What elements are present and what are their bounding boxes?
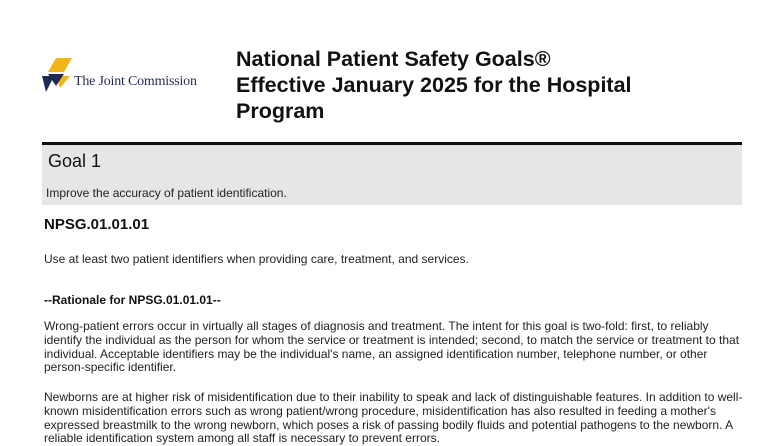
goal-title: Goal 1	[48, 151, 102, 171]
document-title-line-1: National Patient Safety Goals®	[236, 47, 551, 71]
logo-text: The Joint Commission	[74, 74, 197, 89]
goal-band	[42, 145, 742, 205]
rationale-paragraph-1: Wrong-patient errors occur in virtually all stages of diagnosis and treatment. The intent for this goal is two-fold: first, to reliably identify the individual as the person for whom the service or treatment is intended; second, to match the service or treatment to that individual. Acceptable identifiers may be the individual's name, an assigned identification number, telephone number, or other person-specific identifier.	[44, 319, 740, 375]
document-title-line-2: Effective January 2025 for the Hospital	[236, 73, 632, 97]
npsg-id: NPSG.01.01.01	[44, 216, 150, 233]
document-title	[236, 46, 756, 124]
npsg-requirement: Use at least two patient identifiers when providing care, treatment, and services.	[44, 252, 469, 266]
joint-commission-logo	[42, 58, 222, 94]
document-title-line-3: Program	[236, 99, 325, 123]
goal-description: Improve the accuracy of patient identification.	[46, 186, 287, 200]
document-header	[0, 0, 784, 140]
joint-commission-logo-mark-icon	[42, 58, 76, 94]
rationale-heading: --Rationale for NPSG.01.01.01--	[44, 293, 221, 307]
rationale-paragraph-2: Newborns are at higher risk of misidentification due to their inability to speak and lack of distinguishable features. In addition to well-known misidentification errors such as wrong patient/wrong procedure, misidentification has also resulted in feeding a mother's expressed breastmilk to the wrong newborn, which poses a risk of passing bodily fluids and potential pathogens to the newborn. A reliable identification system among all staff is necessary to prevent errors.	[44, 390, 743, 446]
